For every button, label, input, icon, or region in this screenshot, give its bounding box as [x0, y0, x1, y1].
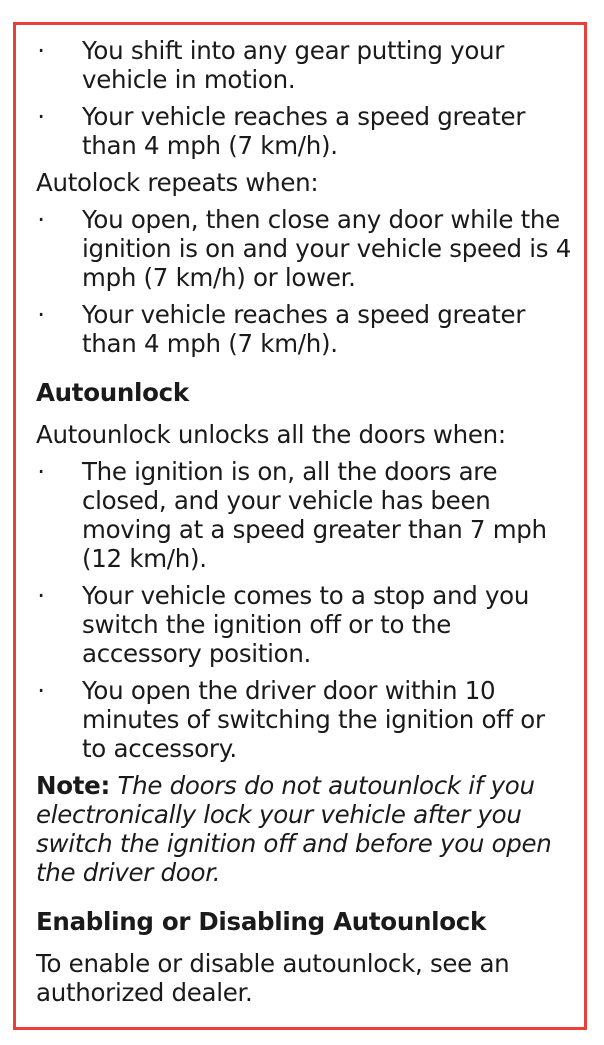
autounlock-list	[36, 457, 576, 763]
list-item-text: Your vehicle comes to a stop and you switch the ignition off or to the accessory position.	[82, 581, 530, 668]
manual-content	[36, 36, 576, 1015]
bullet-icon: ·	[37, 205, 45, 234]
autounlock-heading: Autounlock	[36, 378, 189, 407]
list-item-text: The ignition is on, all the doors are closed, and your vehicle has been moving at a speed greater than 7 mph (12 km/h).	[82, 457, 547, 573]
bullet-icon: ·	[37, 457, 45, 486]
list-item	[36, 581, 576, 668]
list-item	[36, 102, 576, 160]
list-item-text: You shift into any gear putting your vehicle in motion.	[82, 36, 505, 94]
list-item	[36, 205, 576, 292]
list-item-text: You open, then close any door while the ignition is on and your vehicle speed is 4 mph (7 km/h) or lower.	[82, 205, 572, 292]
bullet-icon: ·	[37, 300, 45, 329]
enabling-text: To enable or disable autounlock, see an authorized dealer.	[36, 949, 510, 1007]
list-item	[36, 300, 576, 358]
lock-conditions-list	[36, 36, 576, 160]
list-item	[36, 457, 576, 573]
list-item-text: You open the driver door within 10 minutes of switching the ignition off or to accessory.	[82, 676, 545, 763]
autolock-repeats-list	[36, 205, 576, 358]
note-text: The doors do not autounlock if you electronically lock your vehicle after you switch the ignition off and before you open the driver door.	[36, 771, 552, 887]
bullet-icon: ·	[37, 36, 45, 65]
enabling-heading: Enabling or Disabling Autounlock	[36, 907, 486, 936]
bullet-icon: ·	[37, 581, 45, 610]
list-item	[36, 36, 576, 94]
note-paragraph	[36, 771, 576, 887]
bullet-icon: ·	[37, 676, 45, 705]
autounlock-intro: Autounlock unlocks all the doors when:	[36, 420, 506, 449]
list-item-text: Your vehicle reaches a speed greater than 4 mph (7 km/h).	[82, 300, 526, 358]
list-item-text: Your vehicle reaches a speed greater than 4 mph (7 km/h).	[82, 102, 526, 160]
note-label: Note:	[36, 771, 110, 800]
bullet-icon: ·	[37, 102, 45, 131]
autolock-repeats-intro: Autolock repeats when:	[36, 168, 319, 197]
list-item	[36, 676, 576, 763]
